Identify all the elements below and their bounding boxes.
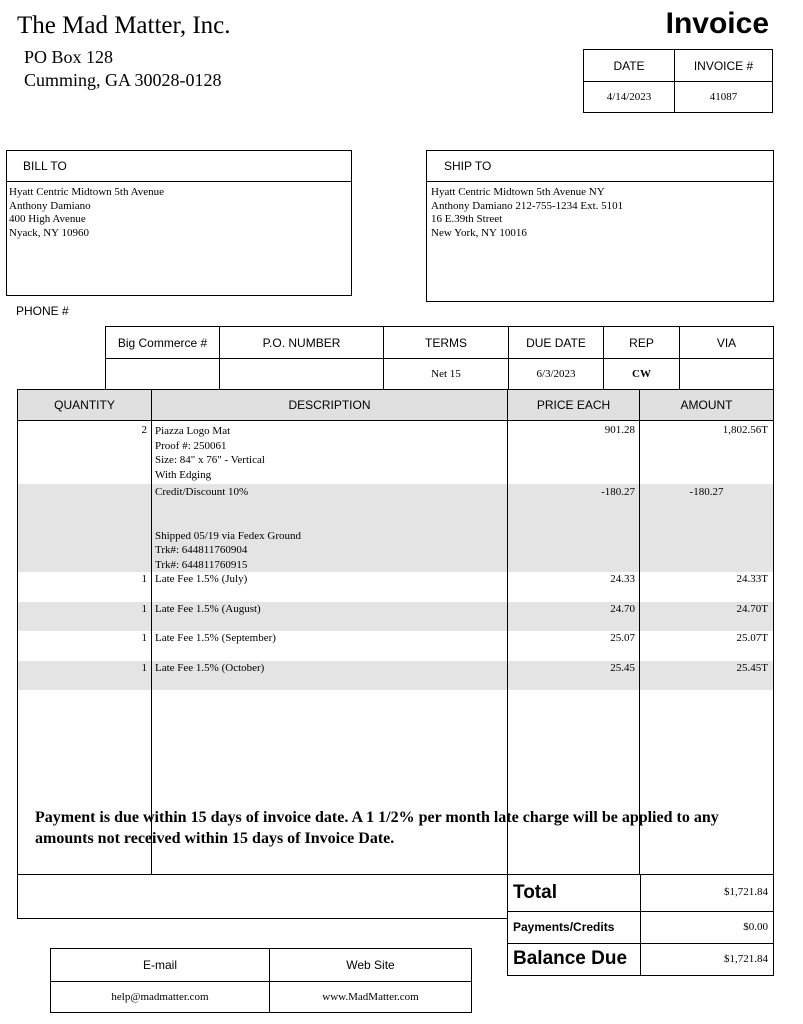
payments-label: Payments/Credits bbox=[513, 920, 615, 934]
ship-to-box bbox=[426, 150, 774, 302]
balance-due-value: $1,721.84 bbox=[724, 953, 768, 965]
company-name: The Mad Matter, Inc. bbox=[17, 12, 231, 39]
item-price: 24.33 bbox=[610, 573, 635, 585]
item-description: Late Fee 1.5% (July) bbox=[155, 573, 248, 585]
date-label: DATE bbox=[613, 58, 645, 73]
via-value bbox=[680, 359, 773, 389]
total-value: $1,721.84 bbox=[724, 886, 768, 898]
balance-due-box bbox=[507, 943, 774, 976]
item-amount: 24.33T bbox=[736, 573, 768, 585]
item-description: Late Fee 1.5% (August) bbox=[155, 603, 261, 615]
item-amount: 25.45T bbox=[736, 662, 768, 674]
item-amount: 1,802.56T bbox=[722, 424, 768, 436]
item-price: 24.70 bbox=[610, 603, 635, 615]
price-each-header: PRICE EACH bbox=[536, 398, 611, 412]
memo-box bbox=[17, 874, 508, 919]
item-amount: 24.70T bbox=[736, 603, 768, 615]
website-label: Web Site bbox=[346, 958, 395, 972]
website-link[interactable]: www.MadMatter.com bbox=[322, 991, 419, 1003]
invoice-title: Invoice bbox=[665, 7, 769, 40]
terms-value: Net 15 bbox=[431, 368, 461, 380]
item-price: 901.28 bbox=[604, 424, 635, 436]
item-price: -180.27 bbox=[601, 486, 635, 498]
contact-box bbox=[50, 948, 472, 1013]
invoice-number-label: INVOICE # bbox=[693, 58, 754, 73]
item-price: 25.45 bbox=[610, 662, 635, 674]
invoice-date: 4/14/2023 bbox=[606, 91, 652, 103]
ship-to-label: SHIP TO bbox=[444, 159, 492, 173]
via-header: VIA bbox=[716, 335, 737, 350]
total-box bbox=[507, 874, 774, 912]
item-amount: -180.27 bbox=[689, 486, 724, 498]
description-header: DESCRIPTION bbox=[288, 398, 371, 412]
order-info-table bbox=[105, 326, 774, 390]
payments-value: $0.00 bbox=[743, 921, 768, 933]
amount-header: AMOUNT bbox=[680, 398, 733, 412]
po-number-header: P.O. NUMBER bbox=[262, 335, 341, 350]
line-items-table bbox=[17, 389, 774, 875]
rep-header: REP bbox=[629, 335, 654, 350]
quantity-header: QUANTITY bbox=[54, 398, 115, 412]
company-address-line2: Cumming, GA 30028-0128 bbox=[24, 70, 222, 90]
rep-value: CW bbox=[632, 368, 651, 380]
total-label: Total bbox=[513, 882, 557, 903]
item-description: Piazza Logo Mat Proof #: 250061 Size: 84" x 76" - Vertical With Edging bbox=[155, 425, 265, 481]
phone-label: PHONE # bbox=[16, 304, 69, 318]
po-number-value bbox=[220, 359, 383, 389]
item-qty: 1 bbox=[141, 573, 147, 585]
company-address-line1: PO Box 128 bbox=[24, 47, 114, 67]
bill-to-label: BILL TO bbox=[23, 159, 67, 173]
due-date-value: 6/3/2023 bbox=[536, 368, 576, 380]
item-qty: 1 bbox=[141, 662, 147, 674]
item-qty: 1 bbox=[141, 632, 147, 644]
item-amount: 25.07T bbox=[736, 632, 768, 644]
invoice-meta-box bbox=[583, 49, 773, 113]
email-label: E-mail bbox=[142, 958, 177, 972]
due-date-header: DUE DATE bbox=[526, 335, 586, 350]
item-description: Late Fee 1.5% (October) bbox=[155, 662, 265, 674]
invoice-number: 41087 bbox=[709, 91, 738, 103]
email-link[interactable]: help@madmatter.com bbox=[111, 991, 209, 1003]
item-description: Late Fee 1.5% (September) bbox=[155, 632, 276, 644]
payments-box bbox=[507, 911, 774, 944]
terms-header: TERMS bbox=[425, 335, 467, 350]
item-qty: 1 bbox=[141, 603, 147, 615]
bill-to-address: Hyatt Centric Midtown 5th Avenue Anthony Damiano 400 High Avenue Nyack, NY 10960 bbox=[9, 186, 164, 239]
balance-due-label: Balance Due bbox=[513, 948, 628, 969]
big-commerce-header: Big Commerce # bbox=[117, 335, 208, 350]
item-price: 25.07 bbox=[610, 632, 635, 644]
payment-terms-note: Payment is due within 15 days of invoice date. A 1 1/2% per month late charge will be applied to any amounts not received within 15 days of Invoice Date. bbox=[35, 809, 719, 847]
item-description: Credit/Discount 10% Shipped 05/19 via Fedex Ground Trk#: 644811760904 Trk#: 644811760915 bbox=[155, 486, 302, 571]
bill-to-box bbox=[6, 150, 352, 296]
ship-to-address: Hyatt Centric Midtown 5th Avenue NY Anthony Damiano 212-755-1234 Ext. 5101 16 E.39th Street New York, NY 10016 bbox=[431, 186, 624, 239]
item-qty: 2 bbox=[141, 424, 147, 436]
big-commerce-value bbox=[106, 359, 219, 389]
